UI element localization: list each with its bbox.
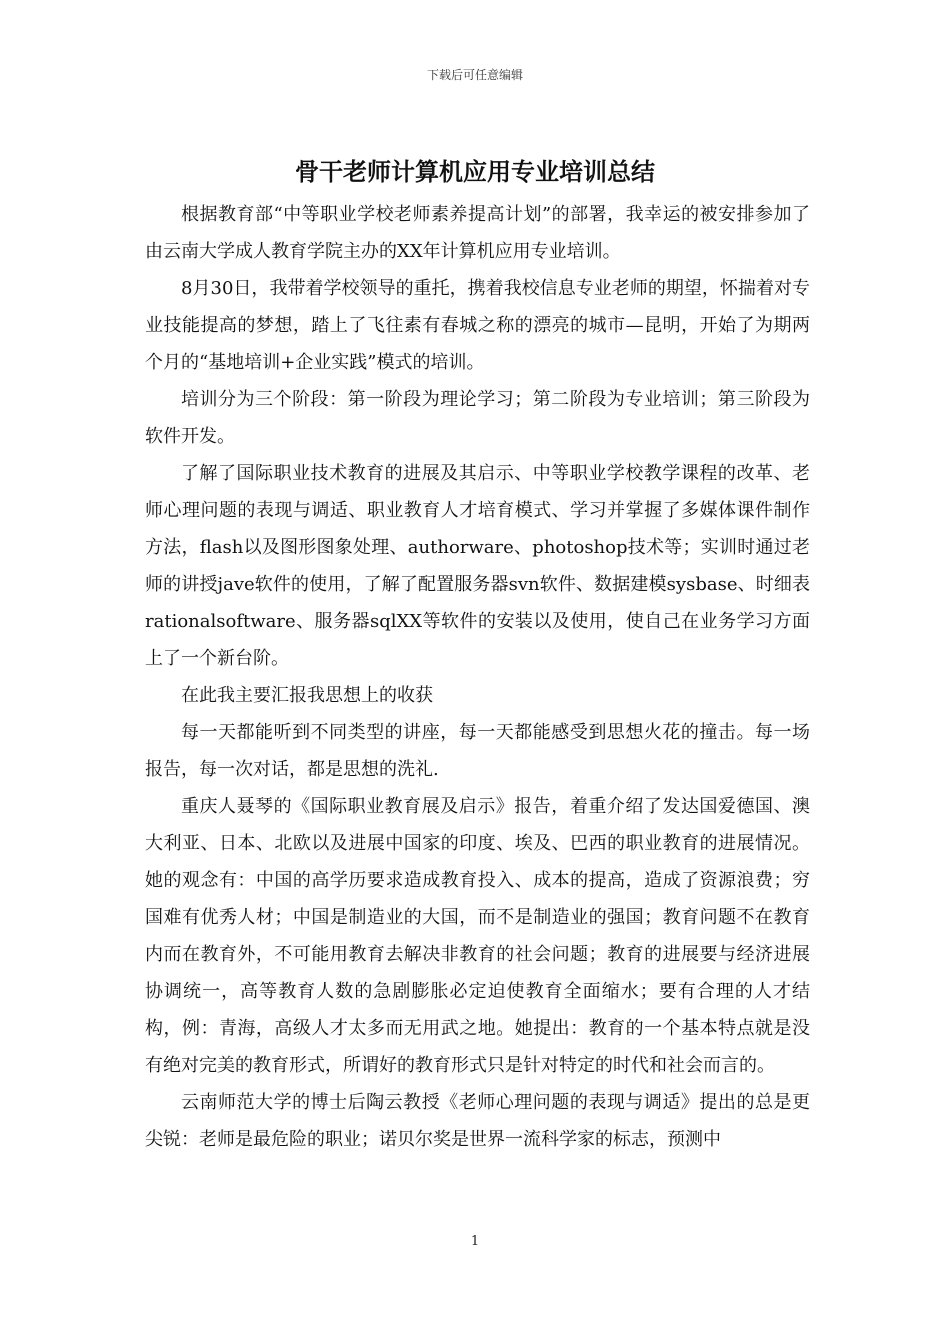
paragraph-3: 培训分为三个阶段：第一阶段为理论学习；第二阶段为专业培训；第三阶段为软件开发。 bbox=[145, 389, 810, 447]
paragraph-4: 了解了国际职业技术教育的进展及其启示、中等职业学校教学课程的改革、老师心理问题的表现与调适、职业教育人才培育模式、学习并掌握了多媒体课件制作方法，flash以及图形图象处理、authorware、photoshop技术等；实训时通过老师的讲授jave软件的使用，了解了配置服务器svn软件、数据建模sysbase、时细表rationalsoftware、服务器sqlXX等软件的安装以及使用，使自己在业务学习方面上了一个新台阶。 bbox=[145, 463, 810, 669]
paragraph-7: 重庆人聂琴的《国际职业教育展及启示》报告，着重介绍了发达国爱德国、澳大利亚、日本、北欧以及进展中国家的印度、埃及、巴西的职业教育的进展情况。她的观念有：中国的高学历要求造成教育投入、成本的提高，造成了资源浪费；穷国难有优秀人材；中国是制造业的大国，而不是制造业的强国；教育问题不在教育内而在教育外，不可能用教育去解决非教育的社会问题；教育的进展要与经济进展协调统一，高等教育人数的急剧膨胀必定迫使教育全面缩水；要有合理的人才结构，例：青海，高级人才太多而无用武之地。她提出：教育的一个基本特点就是没有绝对完美的教育形式，所谓好的教育形式只是针对特定的时代和社会而言的。 bbox=[145, 796, 810, 1076]
paragraph-2: 8月30日，我带着学校领导的重托，携着我校信息专业老师的期望，怀揣着对专业技能提高的梦想，踏上了飞往素有春城之称的漂亮的城市—昆明，开始了为期两个月的“基地培训+企业实践”模式的培训。 bbox=[145, 278, 810, 373]
header-note: 下载后可任意编辑 bbox=[426, 68, 523, 82]
document-body bbox=[145, 196, 810, 1158]
paragraph-1: 根据教育部“中等职业学校老师素养提高计划”的部署，我幸运的被安排参加了由云南大学成人教育学院主办的XX年计算机应用专业培训。 bbox=[145, 204, 810, 262]
paragraph-6: 每一天都能听到不同类型的讲座，每一天都能感受到思想火花的撞击。每一场报告，每一次对话，都是思想的洗礼. bbox=[145, 722, 810, 780]
paragraph-5: 在此我主要汇报我思想上的收获 bbox=[181, 685, 433, 706]
page-number: 1 bbox=[470, 1234, 480, 1249]
document-title: 骨干老师计算机应用专业培训总结 bbox=[295, 158, 655, 186]
paragraph-8: 云南师范大学的博士后陶云教授《老师心理问题的表现与调适》提出的总是更尖锐：老师是最危险的职业；诺贝尔奖是世界一流科学家的标志，预测中 bbox=[145, 1092, 810, 1150]
